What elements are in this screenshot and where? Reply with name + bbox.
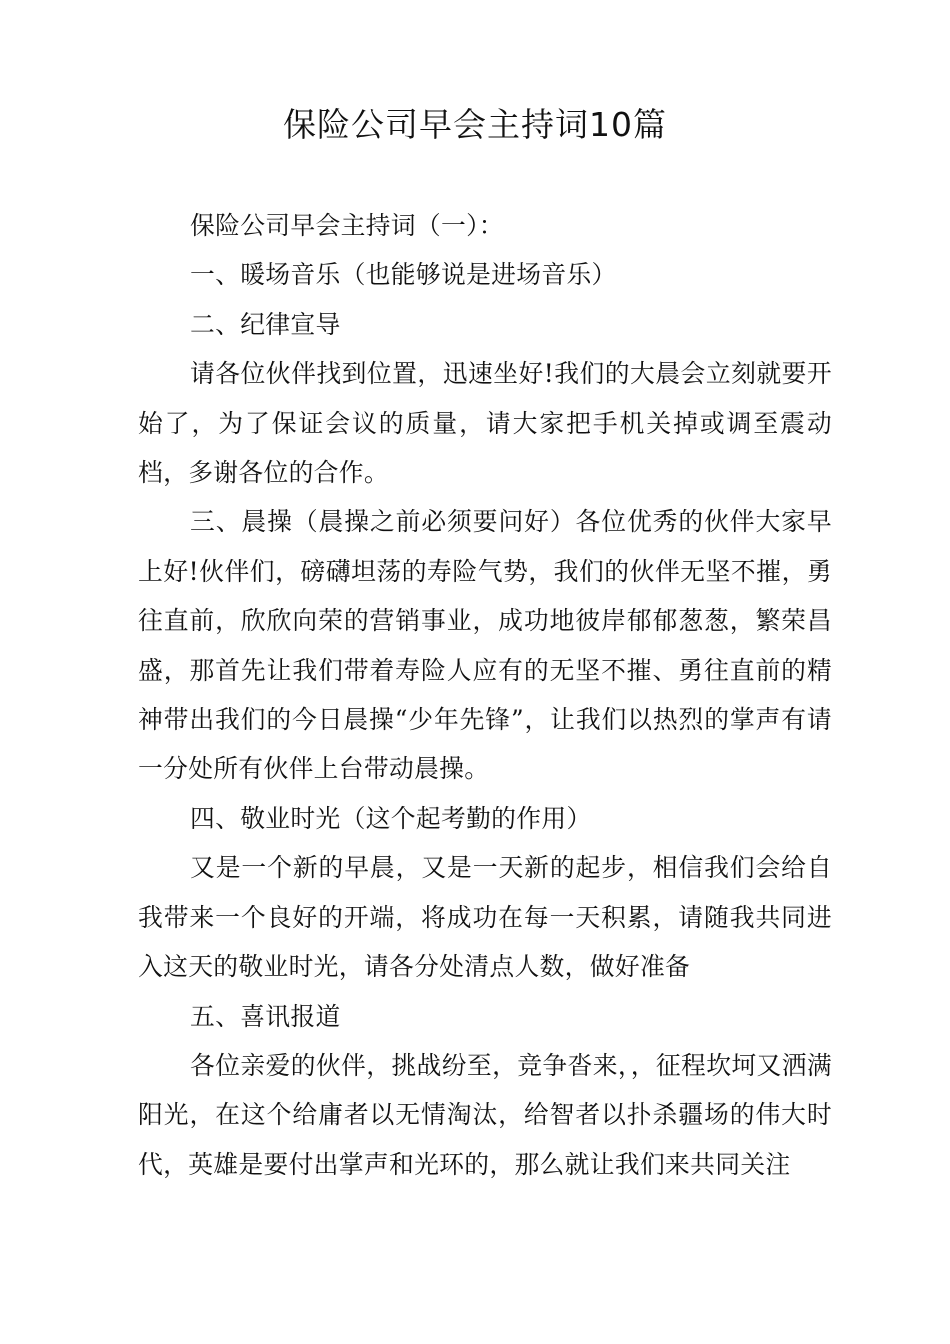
paragraph-item-4: 四、敬业时光（这个起考勤的作用）: [190, 803, 592, 833]
paragraph-text-3: 又是一个新的早晨，又是一天新的起步，相信我们会给自我带来一个良好的开端，将成功在每一天积累，请随我共同进入这天的敬业时光，请各分处清点人数，做好准备: [138, 853, 832, 982]
paragraph-text-2: 三、晨操（晨操之前必须要问好）各位优秀的伙伴大家早上好!伙伴们，磅礴坦荡的寿险气势，我们的伙伴无坚不摧，勇往直前，欣欣向荣的营销事业，成功地彼岸郁郁葱葱，繁荣昌盛，那首先让我们带着寿险人应有的无坚不摧、勇往直前的精神带出我们的今日晨操“少年先锋”，让我们以热烈的掌声有请一分处所有伙伴上台带动晨操。: [138, 507, 832, 784]
paragraph-text-1: 请各位伙伴找到位置，迅速坐好!我们的大晨会立刻就要开始了，为了保证会议的质量，请大家把手机关掉或调至震动档，多谢各位的合作。: [138, 359, 832, 488]
paragraph-text-4: 各位亲爱的伙伴，挑战纷至，竞争沓来，，征程坎坷又洒满阳光，在这个给庸者以无情淘汰，给智者以扑杀疆场的伟大时代，英雄是要付出掌声和光环的，那么就让我们来共同关注: [138, 1050, 832, 1179]
paragraph-heading-1: 保险公司早会主持词（一）：: [190, 211, 504, 240]
paragraph-item-2: 二、纪律宣导: [190, 309, 341, 339]
paragraph-item-5: 五、喜讯报道: [190, 1001, 341, 1031]
paragraph-item-1: 一、暖场音乐（也能够说是进场音乐）: [190, 260, 617, 290]
document-body: [138, 201, 832, 1189]
document-title: 保险公司早会主持词10篇: [283, 105, 667, 144]
